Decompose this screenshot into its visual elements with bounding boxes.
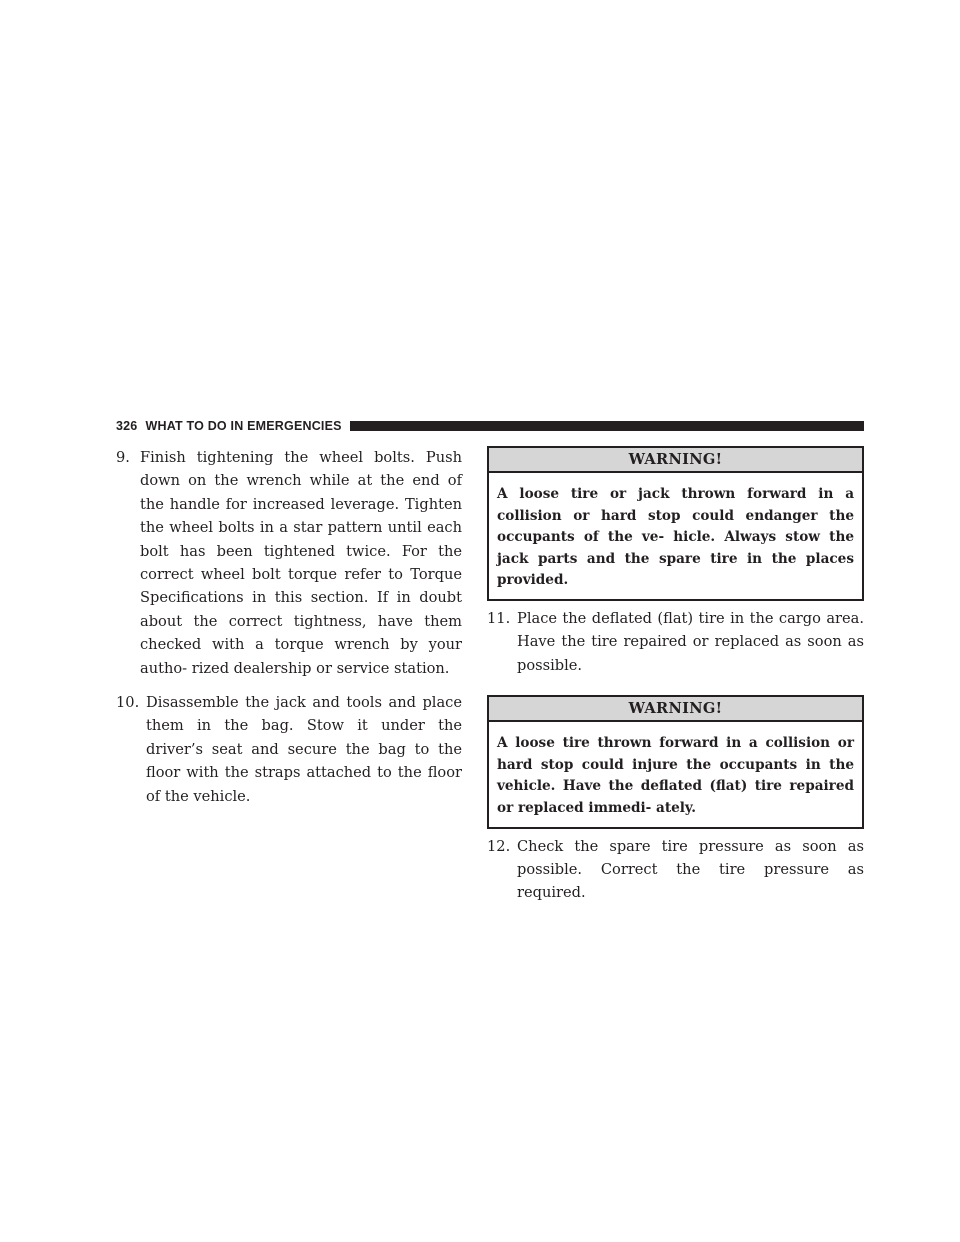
left-column — [116, 446, 462, 819]
warning-title: WARNING! — [489, 448, 862, 473]
step-number: 10. — [116, 694, 140, 712]
step-text: Finish tightening the wheel bolts. Push down on the wrench while at the end of the handle for increased leverage. Tighten the wheel bolts in a star pattern until each bolt has been tightened twice. For the correct wheel bolt torque refer to Torque Specifications in this section. If in doubt about the correct tightness, have them checked with a torque wrench by your autho- rized dealership or service station. — [140, 449, 462, 677]
step-text: Check the spare tire pressure as soon as possible. Correct the tire pressure as required. — [517, 837, 864, 902]
warning-box-1 — [487, 446, 864, 601]
page-number: 326 — [116, 419, 138, 433]
warning-text: A loose tire thrown forward in a collision or hard stop could injure the occupants in the vehicle. Have the deflated (flat) tire repaired or replaced immedi- ately. — [497, 735, 854, 816]
step-12 — [487, 835, 864, 905]
step-10 — [116, 691, 462, 808]
page-header — [116, 416, 864, 436]
step-number: 9. — [116, 449, 130, 466]
step-text: Disassemble the jack and tools and place them in the bag. Stow it under the driver’s seat and secure the bag to the floor with the straps attached to the floor of the vehicle. — [146, 694, 462, 805]
section-title: WHAT TO DO IN EMERGENCIES — [145, 419, 342, 433]
step-11 — [487, 607, 864, 677]
warning-box-2 — [487, 695, 864, 828]
right-column — [487, 446, 864, 923]
step-9 — [116, 446, 462, 680]
header-rule — [350, 421, 864, 431]
step-number: 11. — [487, 609, 511, 627]
warning-text: A loose tire or jack thrown forward in a collision or hard stop could endanger the occupants of the ve- hicle. Always stow the jack parts and the spare tire in the places provided. — [497, 486, 854, 589]
step-number: 12. — [487, 837, 511, 855]
step-text: Place the deflated (flat) tire in the cargo area. Have the tire repaired or replaced as soon as possible. — [517, 609, 864, 674]
warning-title: WARNING! — [489, 697, 862, 722]
